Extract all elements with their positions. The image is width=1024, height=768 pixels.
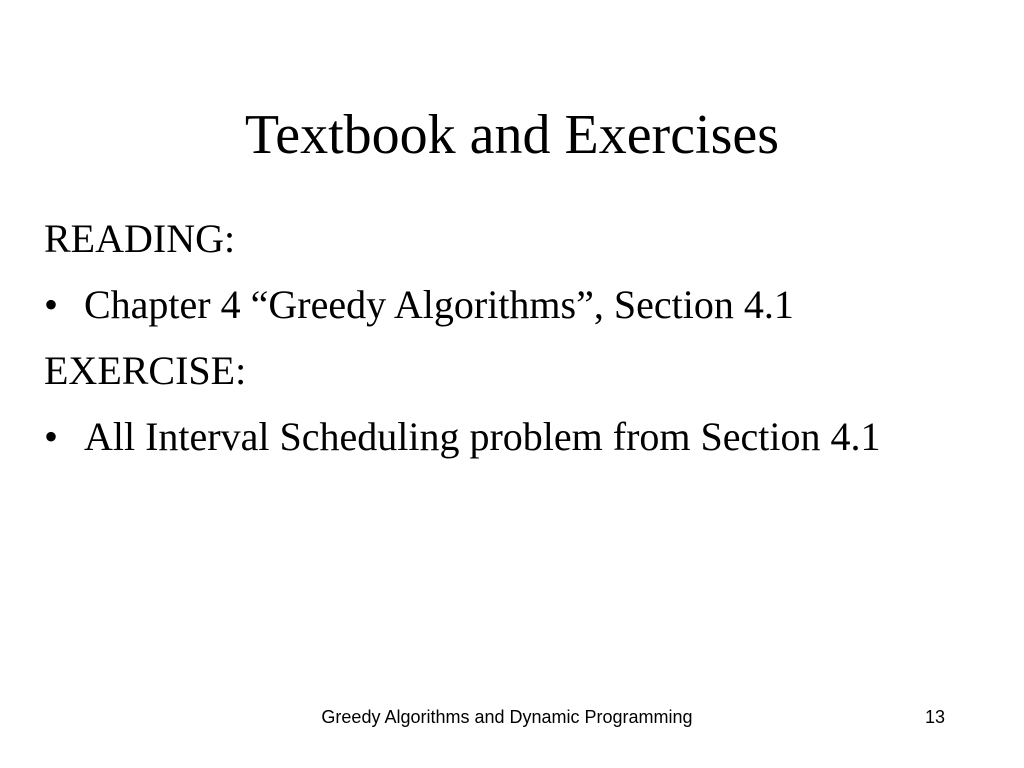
- bullet-icon: •: [44, 282, 59, 327]
- slide-body: [44, 215, 944, 479]
- footer-title: Greedy Algorithms and Dynamic Programming: [321, 707, 693, 727]
- exercise-item-text: All Interval Scheduling problem from Section 4.1: [84, 414, 881, 459]
- exercise-heading: EXERCISE:: [44, 348, 247, 393]
- slide-title: Textbook and Exercises: [244, 104, 780, 166]
- page-number: 13: [924, 707, 945, 727]
- exercise-item: [44, 413, 944, 461]
- reading-item-text: Chapter 4 “Greedy Algorithms”, Section 4.1: [84, 282, 794, 327]
- reading-heading: READING:: [44, 216, 236, 261]
- bullet-icon: •: [44, 414, 59, 459]
- reading-item: [44, 281, 944, 329]
